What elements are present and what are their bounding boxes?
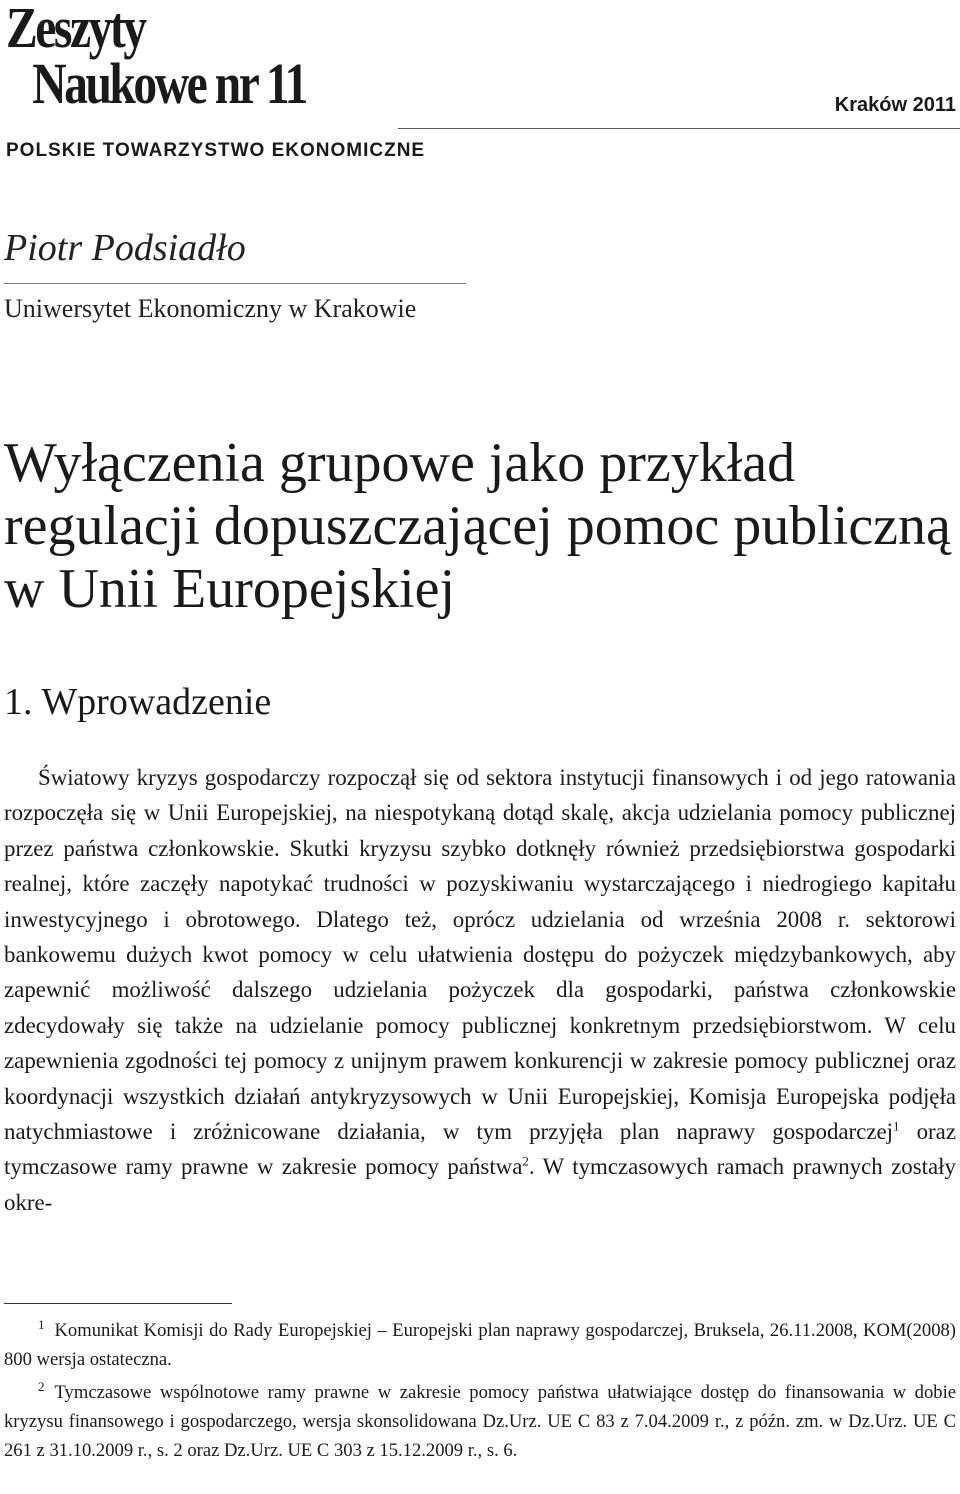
journal-title <box>6 0 306 116</box>
article-title: Wyłączenia grupowe jako przykład regulacji dopuszczającej pomoc publiczną w Unii Europejskiej <box>4 432 951 620</box>
footnote-1 <box>4 1316 956 1374</box>
footnote-2 <box>4 1378 956 1465</box>
journal-title-line2: Naukowe nr 11 <box>32 51 306 116</box>
journal-title-line1: Zeszyty <box>6 0 145 60</box>
footnote-ref-1: 1 <box>893 1118 900 1134</box>
footnote-ref-2: 2 <box>522 1153 529 1169</box>
footnote-number: 2 <box>38 1378 45 1394</box>
footnote-divider <box>4 1303 232 1304</box>
footnote-text: Tymczasowe wspólnotowe ramy prawne w zakresie pomocy państwa ułatwiające dostęp do finansowania w dobie kryzysu finansowego i gospodarczego, wersja skonsolidowana Dz.Urz. UE C 83 z 7.04.2009 r., z późn. zm. w Dz.Urz. UE C 261 z 31.10.2009 r., s. 2 oraz Dz.Urz. UE C 303 z 15.12.2009 r., s. 6. <box>4 1382 956 1461</box>
author-name: Piotr Podsiadło <box>4 227 246 269</box>
society-name: POLSKIE TOWARZYSTWO EKONOMICZNE <box>6 140 426 161</box>
body-paragraph <box>4 760 956 1220</box>
header-divider <box>398 128 960 129</box>
footnotes <box>4 1316 956 1469</box>
author-divider <box>4 283 466 284</box>
footnote-text: Komunikat Komisji do Rady Europejskiej – Europejski plan naprawy gospodarczej, Bruksela, 26.11.2008, KOM(2008) 800 wersja ostateczna. <box>4 1320 956 1370</box>
footnote-number: 1 <box>38 1316 45 1332</box>
section-heading: 1. Wprowadzenie <box>4 681 272 723</box>
paragraph-text-2: oraz tymczasowe ramy prawne w zakresie pomocy państwa <box>4 1119 956 1180</box>
author-affiliation: Uniwersytet Ekonomiczny w Krakowie <box>4 294 417 323</box>
place-year: Kraków 2011 <box>834 94 956 116</box>
paragraph-text-3: . W tymczasowych ramach prawnych zostały okre- <box>4 1154 956 1215</box>
paragraph-text-1: Światowy kryzys gospodarczy rozpoczął się od sektora instytucji finansowych i od jego ratowania rozpoczęła się w Unii Europejskiej, na niespotykaną dotąd skalę, akcja udzielania pomocy publicznej przez państwa członkowskie. Skutki kryzysu szybko dotknęły również przedsiębiorstwa gospodarki realnej, które zaczęły napotykać trudności w pozyskiwaniu wystarczającego i niedrogiego kapitału inwestycyjnego i obrotowego. Dlatego też, oprócz udzielania od września 2008 r. sektorowi bankowemu dużych kwot pomocy w celu ułatwienia dostępu do pożyczek międzybankowych, aby zapewnić możliwość dalszego udzielania pożyczek dla gospodarki, państwa członkowskie zdecydowały się także na udzielanie pomocy publicznej konkretnym przedsiębiorstwom. W celu zapewnienia zgodności tej pomocy z unijnym prawem konkurencji w zakresie pomocy publicznej oraz koordynacji wszystkich działań antykryzysowych w Unii Europejskiej, Komisja Europejska podjęła natychmiastowe i zróżnicowane działania, w tym przyjęła plan naprawy gospodarczej <box>4 765 956 1145</box>
